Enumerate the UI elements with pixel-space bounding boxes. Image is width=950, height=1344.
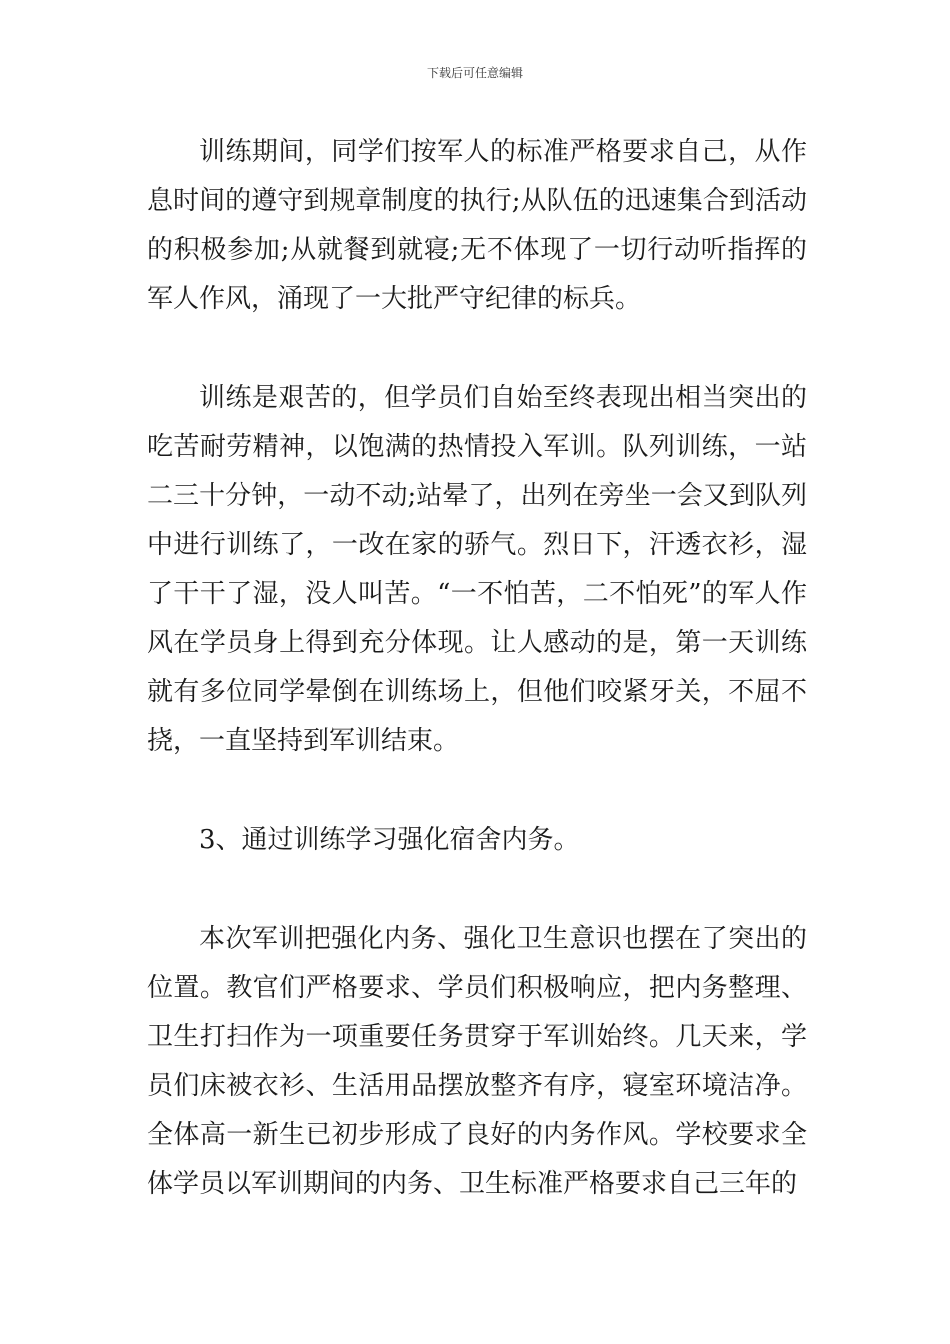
document-body: [147, 128, 807, 1209]
section-heading-dormitory: 3、通过训练学习强化宿舍内务。: [199, 825, 580, 855]
paragraph-dormitory-affairs: 本次军训把强化内务、强化卫生意识也摆在了突出的位置。教官们严格要求、学员们积极响应，把内务整理、卫生打扫作为一项重要任务贯穿于军训始终。几天来，学员们床被衣衫、生活用品摆放整齐有序，寝室环境洁净。全体高一新生已初步形成了良好的内务作风。学校要求全体学员以军训期间的内务、卫生标准严格要求自己三年的: [147, 924, 807, 1199]
page-header: 下载后可任意编辑: [426, 66, 523, 80]
paragraph-hardship-spirit: 训练是艰苦的，但学员们自始至终表现出相当突出的吃苦耐劳精神，以饱满的热情投入军训。队列训练，一站二三十分钟，一动不动;站晕了，出列在旁坐一会又到队列中进行训练了，一改在家的骄气。烈日下，汗透衣衫，湿了干干了湿，没人叫苦。“一不怕苦，二不怕死”的军人作风在学员身上得到充分体现。让人感动的是，第一天训练就有多位同学晕倒在训练场上，但他们咬紧牙关，不屈不挠，一直坚持到军训结束。: [147, 383, 807, 756]
paragraph-training-discipline: 训练期间，同学们按军人的标准严格要求自己，从作息时间的遵守到规章制度的执行;从队伍的迅速集合到活动的积极参加;从就餐到就寝;无不体现了一切行动听指挥的军人作风，涌现了一大批严守纪律的标兵。: [147, 137, 807, 314]
